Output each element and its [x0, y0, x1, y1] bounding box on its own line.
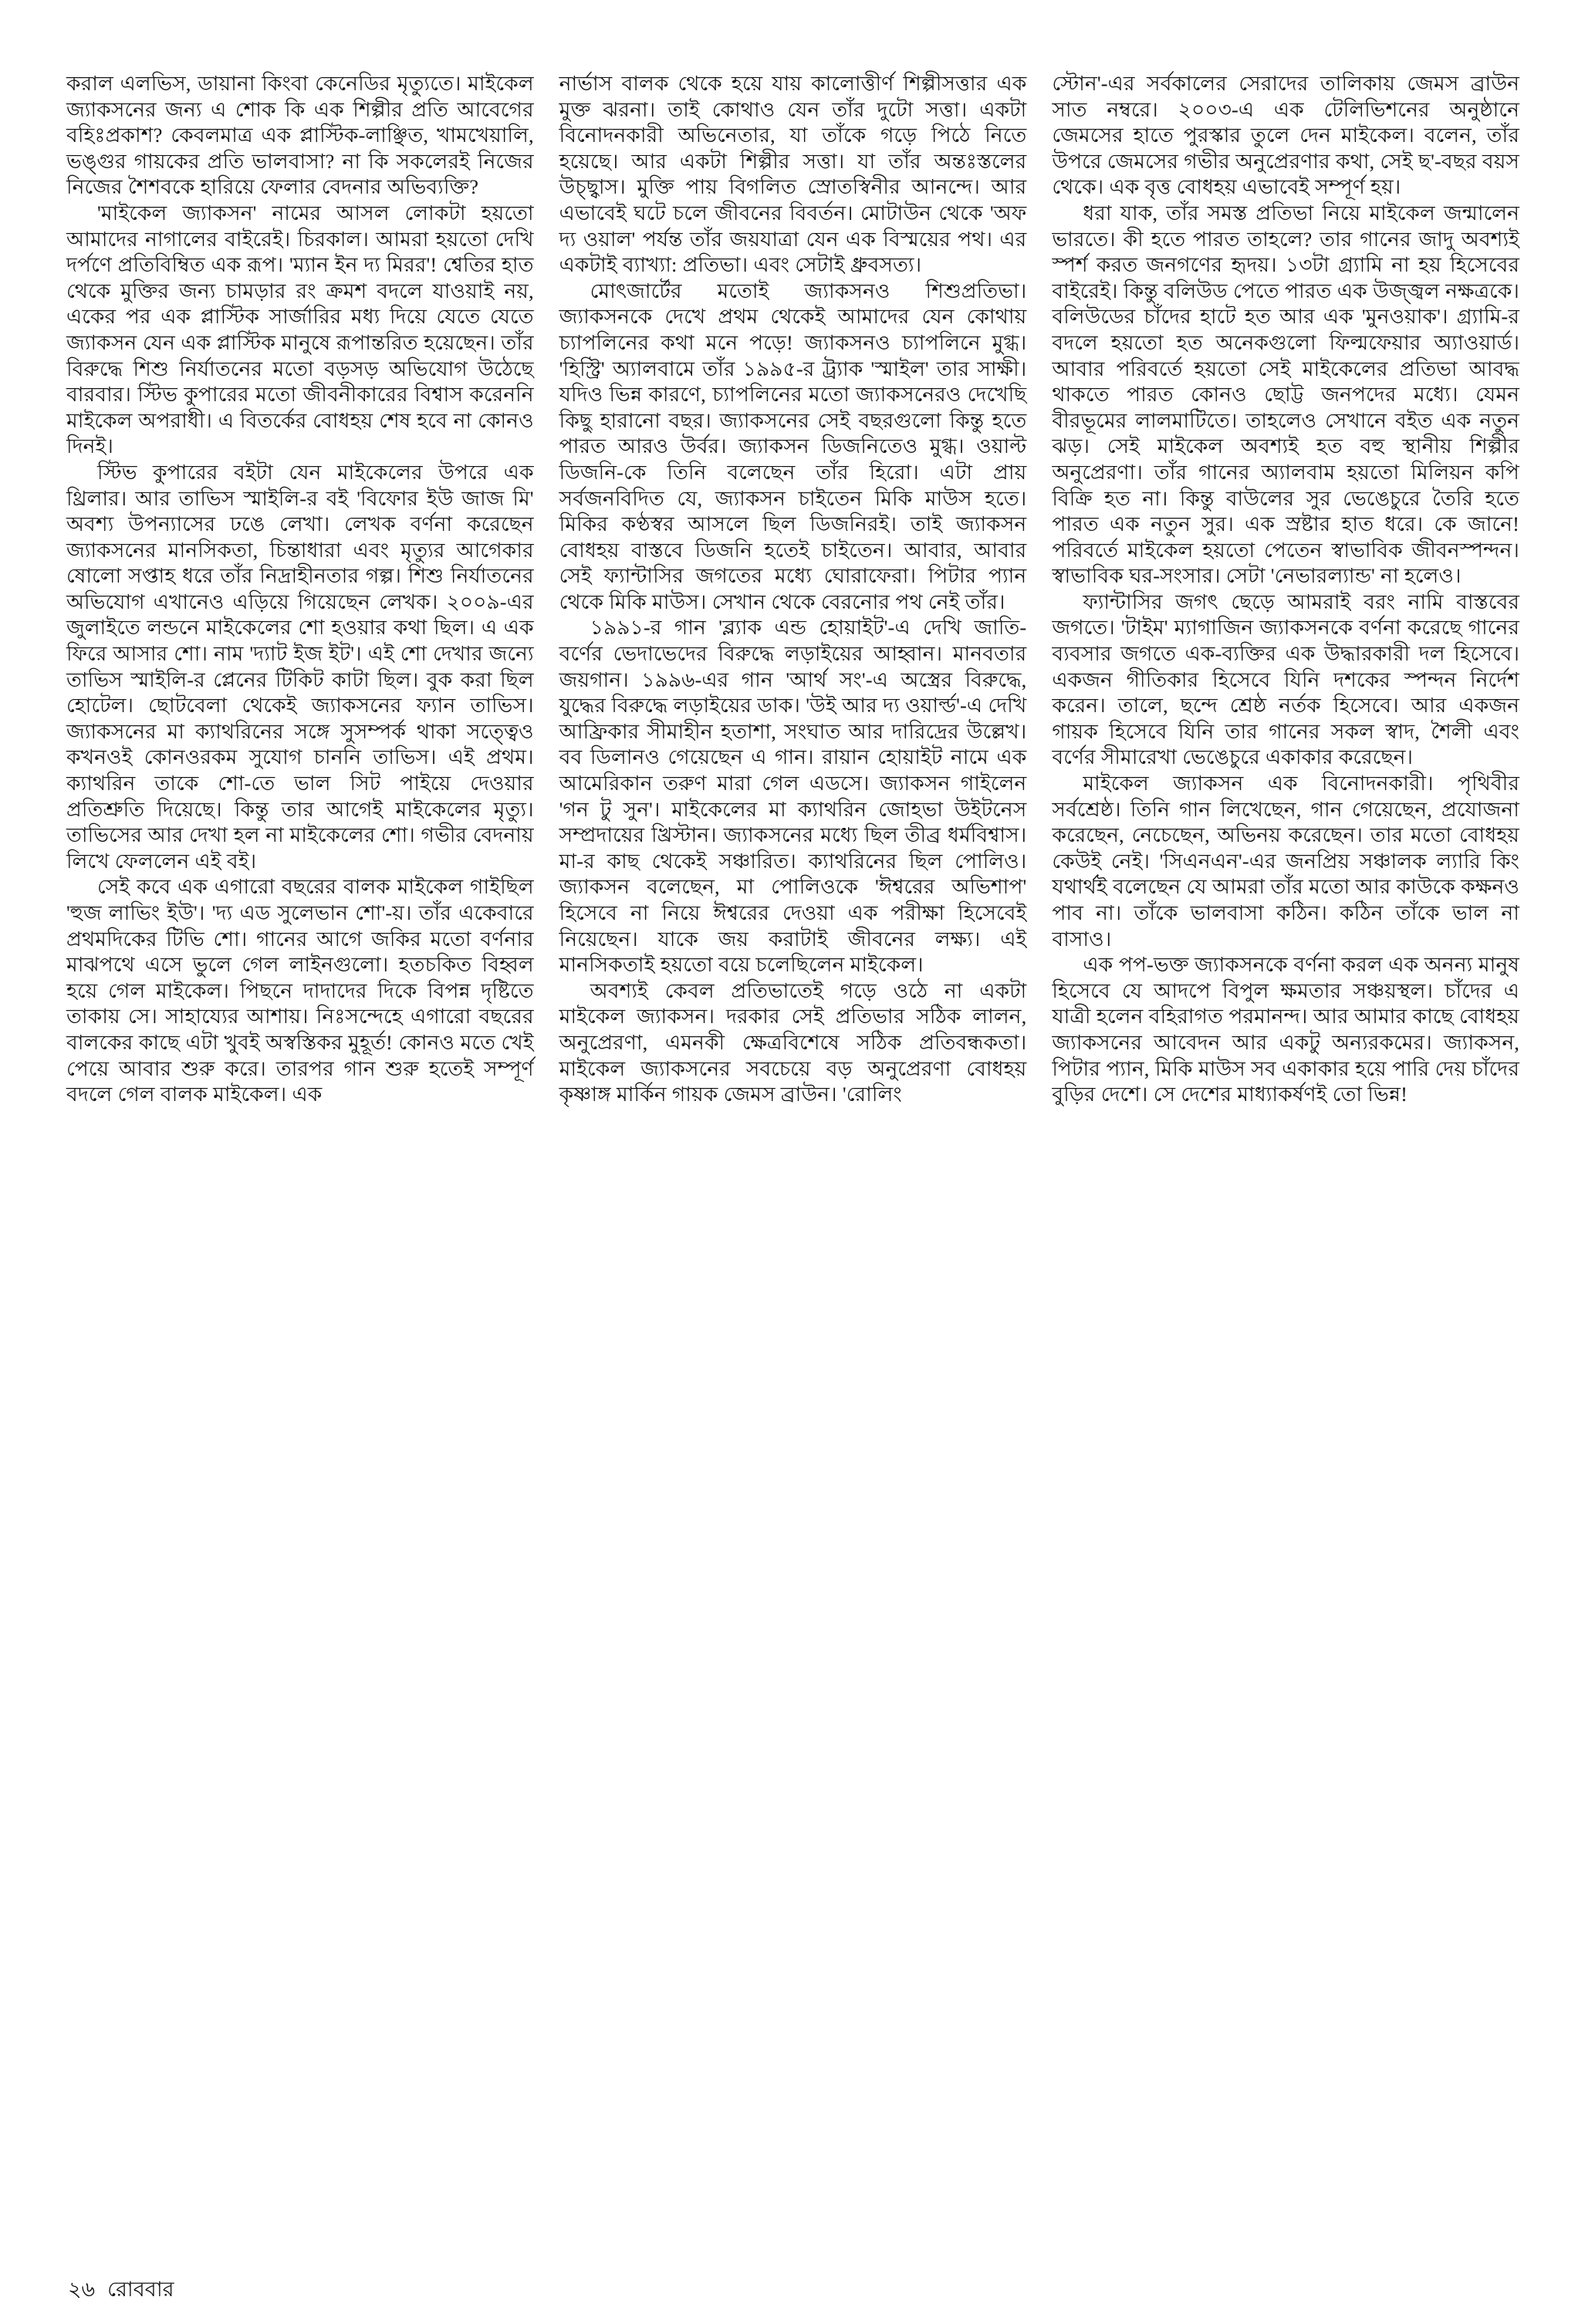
article-body: [66, 71, 1519, 1108]
text-column-3: [1052, 71, 1519, 1108]
article-paragraph: ফ্যান্টাসির জগৎ ছেড়ে আমরাই বরং নামি বাস্তবের জগতে। 'টাইম' ম্যাগাজিন জ্যাকসনকে বর্ণনা করেছে গানের ব্যবসার জগতে এক-ব্যক্তির এক উদ্ধারকারী দল হিসেবে। একজন গীতিকার হিসেবে যিনি দশকের স্পন্দন নির্দেশ করেন। তালে, ছন্দে শ্রেষ্ঠ নর্তক হিসেবে। আর একজন গায়ক হিসেবে যিনি তার গানের সকল স্বাদ, শৈলী এবং বর্ণের সীমারেখা ভেঙেচুরে একাকার করেছেন।: [1052, 589, 1520, 769]
page-number: ২৬: [68, 2278, 96, 2301]
article-paragraph: 'মাইকেল জ্যাকসন' নামের আসল লোকটা হয়তো আমাদের নাগালের বাইরেই। চিরকাল। আমরা হয়তো দেখি দর্পণে প্রতিবিম্বিত এক রূপ। 'ম্যান ইন দ্য মিরর'! শ্বেতির হাত থেকে মুক্তির জন্য চামড়ার রং ক্রমশ বদলে যাওয়াই নয়, একের পর এক প্লাস্টিক সার্জারির মধ্য দিয়ে যেতে যেতে জ্যাকসন যেন এক প্লাস্টিক মানুষে রূপান্তরিত হয়েছেন। তাঁর বিরুদ্ধে শিশু নির্যাতনের মতো বড়সড় অভিযোগ উঠেছে বারবার। স্টিভ কুপারের মতো জীবনীকারের বিশ্বাস করেননি মাইকেল অপরাধী। এ বিতর্কের বোধহয় শেষ হবে না কোনও দিনই।: [66, 201, 534, 458]
article-paragraph: স্টোন'-এর সর্বকালের সেরাদের তালিকায় জেমস ব্রাউন সাত নম্বরে। ২০০৩-এ এক টেলিভিশনের অনুষ্ঠানে জেমসের হাতে পুরস্কার তুলে দেন মাইকেল। বলেন, তাঁর উপরে জেমসের গভীর অনুপ্রেরণার কথা, সেই ছ'-বছর বয়স থেকে। এক বৃত্ত বোধহয় এভাবেই সম্পূর্ণ হয়।: [1052, 72, 1520, 199]
article-paragraph: ১৯৯১-র গান 'ব্ল্যাক এন্ড হোয়াইট'-এ দেখি জাতি-বর্ণের ভেদাভেদের বিরুদ্ধে লড়াইয়ের আহ্বান। মানবতার জয়গান। ১৯৯৬-এর গান 'আর্থ সং'-এ অস্ত্রের বিরুদ্ধে, যুদ্ধের বিরুদ্ধে লড়াইয়ের ডাক। 'উই আর দ্য ওয়ার্ল্ড'-এ দেখি আফ্রিকার সীমাহীন হতাশা, সংঘাত আর দারিদ্রের উল্লেখ। বব ডিলানও গেয়েছেন এ গান। রায়ান হোয়াইট নামে এক আমেরিকান তরুণ মারা গেল এডসে। জ্যাকসন গাইলেন 'গন টু সুন'। মাইকেলের মা ক্যাথরিন জোহভা উইটনেস সম্প্রদায়ের খ্রিস্টান। জ্যাকসনের মধ্যে ছিল তীব্র ধর্মবিশ্বাস। মা-র কাছ থেকেই সঞ্চারিত। ক্যাথরিনের ছিল পোলিও। জ্যাকসন বলেছেন, মা পোলিওকে 'ঈশ্বরের অভিশাপ' হিসেবে না নিয়ে ঈশ্বরের দেওয়া এক পরীক্ষা হিসেবেই নিয়েছেন। যাকে জয় করাটাই জীবনের লক্ষ্য। এই মানসিকতাই হয়তো বয়ে চলেছিলেন মাইকেল।: [559, 616, 1027, 977]
article-paragraph: অবশ্যই কেবল প্রতিভাতেই গড়ে ওঠে না একটা মাইকেল জ্যাকসন। দরকার সেই প্রতিভার সঠিক লালন, অনুপ্রেরণা, এমনকী ক্ষেত্রবিশেষে সঠিক প্রতিবন্ধকতা। মাইকেল জ্যাকসনের সবচেয়ে বড় অনুপ্রেরণা বোধহয় কৃষ্ণাঙ্গ মার্কিন গায়ক জেমস ব্রাউন। 'রোলিং: [559, 978, 1027, 1106]
article-paragraph: স্টিভ কুপারের বইটা যেন মাইকেলের উপরে এক থ্রিলার। আর তাভিস স্মাইলি-র বই 'বিফোর ইউ জাজ মি' অবশ্য উপন্যাসের ঢঙে লেখা। লেখক বর্ণনা করেছেন জ্যাকসনের মানসিকতা, চিন্তাধারা এবং মৃত্যুর আগেকার ষোলো সপ্তাহ ধরে তাঁর নিদ্রাহীনতার গল্প। শিশু নির্যাতনের অভিযোগ এখানেও এড়িয়ে গিয়েছেন লেখক। ২০০৯-এর জুলাইতে লন্ডনে মাইকেলের শো হওয়ার কথা ছিল। এ এক ফিরে আসার শো। নাম 'দ্যাট ইজ ইট'। এই শো দেখার জন্যে তাভিস স্মাইলি-র প্লেনের টিকিট কাটা ছিল। বুক করা ছিল হোটেল। ছোটবেলা থেকেই জ্যাকসনের ফ্যান তাভিস। জ্যাকসনের মা ক্যাথরিনের সঙ্গে সুসম্পর্ক থাকা সত্ত্বেও কখনওই কোনওরকম সুযোগ চাননি তাভিস। এই প্রথম। ক্যাথরিন তাকে শো-তে ভাল সিট পাইয়ে দেওয়ার প্রতিশ্রুতি দিয়েছে। কিন্তু তার আগেই মাইকেলের মৃত্যু। তাভিসের আর দেখা হল না মাইকেলের শো। গভীর বেদনায় লিখে ফেললেন এই বই।: [66, 460, 534, 873]
article-paragraph: এক পপ-ভক্ত জ্যাকসনকে বর্ণনা করল এক অনন্য মানুষ হিসেবে যে আদপে বিপুল ক্ষমতার সঞ্চয়স্থল। চাঁদের এ যাত্রী হলেন বহিরাগত পরমানন্দ। আর আমার কাছে বোধহয় জ্যাকসনের আবেদন আর একটু অন্যরকমের। জ্যাকসন, পিটার প্যান, মিকি মাউস সব একাকার হয়ে পারি দেয় চাঁদের বুড়ির দেশে। সে দেশের মাধ্যাকর্ষণই তো ভিন্ন!: [1052, 953, 1520, 1106]
article-paragraph: করাল এলভিস, ডায়ানা কিংবা কেনেডির মৃত্যুতে। মাইকেল জ্যাকসনের জন্য এ শোক কি এক শিল্পীর প্রতি আবেগের বহিঃপ্রকাশ? কেবলমাত্র এক প্লাস্টিক-লাঞ্ছিত, খামখেয়ালি, ভঙ্গুর গায়কের প্রতি ভালবাসা? না কি সকলেরই নিজের নিজের শৈশবকে হারিয়ে ফেলার বেদনার অভিব্যক্তি?: [66, 72, 534, 199]
article-paragraph: মোৎজার্টের মতোই জ্যাকসনও শিশুপ্রতিভা। জ্যাকসনকে দেখে প্রথম থেকেই আমাদের যেন কোথায় চ্যাপলিনের কথা মনে পড়ে! জ্যাকসনও চ্যাপলিনে মুগ্ধ। 'হিস্ট্রি' অ্যালবামে তাঁর ১৯৯৫-র ট্র্যাক 'স্মাইল' তার সাক্ষী। যদিও ভিন্ন কারণে, চ্যাপলিনের মতো জ্যাকসনেরও দেখেছি কিছু হারানো বছর। জ্যাকসনের সেই বছরগুলো কিন্তু হতে পারত আরও উর্বর। জ্যাকসন ডিজনিতেও মুগ্ধ। ওয়াল্ট ডিজনি-কে তিনি বলেছেন তাঁর হিরো। এটা প্রায় সর্বজনবিদিত যে, জ্যাকসন চাইতেন মিকি মাউস হতে। মিকির কণ্ঠস্বর আসলে ছিল ডিজনিরই। তাই জ্যাকসন বোধহয় বাস্তবে ডিজনি হতেই চাইতেন। আবার, আবার সেই ফ্যান্টাসির জগতের মধ্যে ঘোরাফেরা। পিটার প্যান থেকে মিকি মাউস। সেখান থেকে বেরনোর পথ নেই তাঁর।: [559, 279, 1027, 613]
article-paragraph: ধরা যাক, তাঁর সমস্ত প্রতিভা নিয়ে মাইকেল জন্মালেন ভারতে। কী হতে পারত তাহলে? তার গানের জাদু অবশ্যই স্পর্শ করত জনগণের হৃদয়। ১৩টা গ্র্যামি না হয় হিসেবের বাইরেই। কিন্তু বলিউড পেতে পারত এক উজ্জ্বল নক্ষত্রকে। বলিউডের চাঁদের হাটে হত আর এক 'মুনওয়াক'। গ্র্যামি-র বদলে হয়তো হত অনেকগুলো ফিল্মফেয়ার অ্যাওয়ার্ড। আবার পরিবর্তে হয়তো সেই মাইকেলের প্রতিভা আবদ্ধ থাকতে পারত কোনও ছোট্ট জনপদের মধ্যে। যেমন বীরভূমের লালমাটিতে। তাহলেও সেখানে বইত এক নতুন ঝড়। সেই মাইকেল অবশ্যই হত বহু স্থানীয় শিল্পীর অনুপ্রেরণা। তাঁর গানের অ্যালবাম হয়তো মিলিয়ন কপি বিক্রি হত না। কিন্তু বাউলের সুর ভেঙেচুরে তৈরি হতে পারত এক নতুন সুর। এক স্রষ্টার হাত ধরে। কে জানে! পরিবর্তে মাইকেল হয়তো পেতেন স্বাভাবিক জীবনস্পন্দন। স্বাভাবিক ঘর-সংসার। সেটা 'নেভারল্যান্ড' না হলেও।: [1052, 201, 1520, 588]
article-paragraph: নার্ভাস বালক থেকে হয়ে যায় কালোত্তীর্ণ শিল্পীসত্তার এক মুক্ত ঝরনা। তাই কোথাও যেন তাঁর দুটো সত্তা। একটা বিনোদনকারী অভিনেতার, যা তাঁকে গড়ে পিঠে নিতে হয়েছে। আর একটা শিল্পীর সত্তা। যা তাঁর অন্তঃস্তলের উচ্ছ্বাস। মুক্তি পায় বিগলিত স্রোতস্বিনীর আনন্দে। আর এভাবেই ঘটে চলে জীবনের বিবর্তন। মোটাউন থেকে 'অফ দ্য ওয়াল' পর্যন্ত তাঁর জয়যাত্রা যেন এক বিস্ময়ের পথ। এর একটাই ব্যাখ্যা: প্রতিভা। এবং সেটাই ধ্রুবসত্য।: [559, 72, 1027, 277]
magazine-name: রোববার: [107, 2278, 174, 2301]
article-paragraph: সেই কবে এক এগারো বছরের বালক মাইকেল গাইছিল 'হুজ লাভিং ইউ'। 'দ্য এড সুলেভান শো'-য়। তাঁর একেবারে প্রথমদিকের টিভি শো। গানের আগে জকির মতো বর্ণনার মাঝপথে এসে ভুলে গেল লাইনগুলো। হতচকিত বিহ্বল হয়ে গেল মাইকেল। পিছনে দাদাদের দিকে বিপন্ন দৃষ্টিতে তাকায় সে। সাহায্যের আশায়। নিঃসন্দেহে এগারো বছরের বালকের কাছে এটা খুবই অস্বস্তিকর মুহূর্ত! কোনও মতে খেই পেয়ে আবার শুরু করে। তারপর গান শুরু হতেই সম্পূর্ণ বদলে গেল বালক মাইকেল। এক: [66, 875, 534, 1106]
text-column-1: [66, 71, 534, 1108]
article-paragraph: মাইকেল জ্যাকসন এক বিনোদনকারী। পৃথিবীর সর্বশ্রেষ্ঠ। তিনি গান লিখেছেন, গান গেয়েছেন, প্রযোজনা করেছেন, নেচেছেন, অভিনয় করেছেন। তার মতো বোধহয় কেউই নেই। 'সিএনএন'-এর জনপ্রিয় সঞ্চালক ল্যারি কিং যথার্থই বলেছেন যে আমরা তাঁর মতো আর কাউকে কক্ষনও পাব না। তাঁকে ভালবাসা কঠিন। কঠিন তাঁকে ভাল না বাসাও।: [1052, 772, 1520, 951]
text-column-2: [559, 71, 1027, 1108]
page-footer: [68, 2276, 174, 2302]
